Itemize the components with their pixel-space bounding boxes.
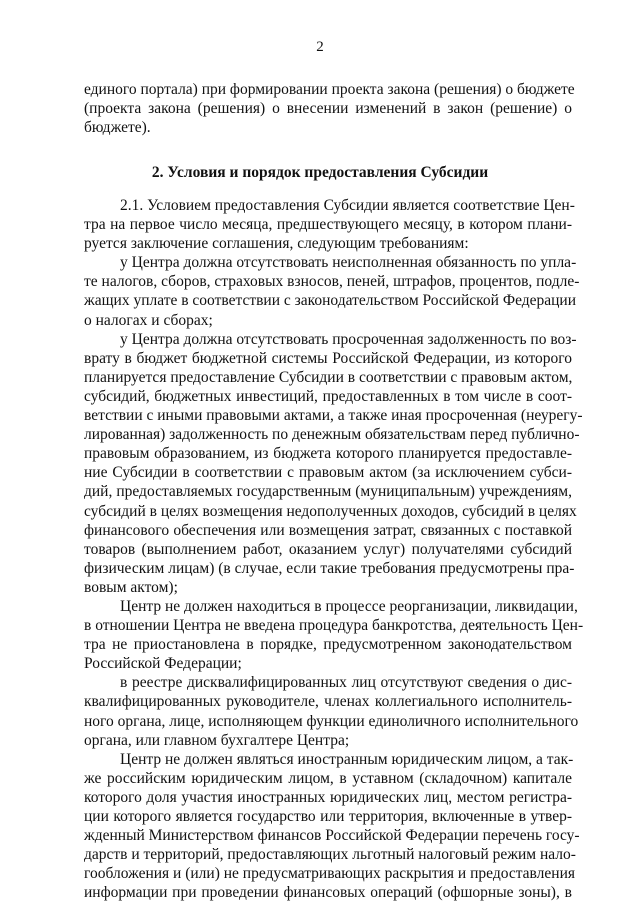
text-line: вовым актом); xyxy=(84,578,178,596)
text-line: физическим лицам) (в случае, если такие требования предусмотрены пра- xyxy=(84,559,575,577)
text-line: финансового обеспечения или возмещения затрат, связанных с поставкой xyxy=(84,521,572,539)
text-line: жащих уплате в соответствии с законодательством Российской Федерации xyxy=(84,292,577,310)
text-line: же российским юридическим лицом, в уставном (складочном) капитале xyxy=(84,769,572,787)
text-line: в отношении Центра не введена процедура банкротства, деятельность Цен- xyxy=(84,617,584,635)
paragraph xyxy=(84,253,580,329)
text-line: 2.1. Условием предоставления Субсидии является соответствие Цен- xyxy=(120,197,575,214)
text-line: субсидий, бюджетных инвестиций, предоставленных в том числе в соот- xyxy=(84,387,572,405)
section-heading: 2. Условия и порядок предоставления Субсидии xyxy=(151,164,489,181)
text-line: ного органа, лице, исполняющем функции единоличного исполнительного xyxy=(84,712,579,730)
text-line: информации при проведении финансовых операций (офшорные зоны), в xyxy=(84,884,572,902)
text-line: которого доля участия иностранных юридических лиц, местом регистра- xyxy=(84,788,572,806)
text-line: органа, или главном бухгалтере Центра; xyxy=(84,731,350,749)
text-line: руется заключение соглашения, следующим требованиям: xyxy=(84,235,469,253)
text-line: Центр не должен находиться в процессе реорганизации, ликвидации, xyxy=(120,597,578,615)
page-number: 2 xyxy=(316,39,324,55)
text-line: дий, предоставляемых государственным (муниципальным) учреждениям, xyxy=(84,483,572,501)
text-line: бюджете). xyxy=(84,119,151,137)
paragraph xyxy=(84,330,583,597)
text-line: лированная) задолженность по денежным обязательствам перед публично- xyxy=(84,426,580,444)
text-line: Российской Федерации; xyxy=(84,655,242,673)
paragraph xyxy=(84,750,580,903)
text-line: у Центра должна отсутствовать просроченная задолженность по воз- xyxy=(120,330,577,348)
text-line: ние Субсидии в соответствии с правовым актом (за исключением субси- xyxy=(84,464,572,482)
text-line: жденный Министерством финансов Российской Федерации перечень госу- xyxy=(84,827,580,845)
text-line: единого портала) при формировании проекта закона (решения) о бюджете xyxy=(84,81,575,98)
intro-text xyxy=(84,80,575,137)
text-line: квалифицированных руководителе, членах коллегиального исполнитель- xyxy=(84,693,572,711)
text-line: планируется предоставление Субсидии в соответствии с правовым актом, xyxy=(84,368,573,386)
paragraph xyxy=(84,196,575,253)
section-body xyxy=(84,196,584,902)
text-line: у Центра должна отсутствовать неисполненная обязанность по упла- xyxy=(120,254,577,272)
text-line: правовым образованием, из бюджета которого планируется предоставле- xyxy=(84,445,572,463)
text-line: в реестре дисквалифицированных лиц отсутствуют сведения о дис- xyxy=(120,674,572,692)
text-line: врату в бюджет бюджетной системы Российской Федерации, из которого xyxy=(84,349,572,367)
text-line: дарств и территорий, предоставляющих льготный налоговый режим нало- xyxy=(84,846,576,864)
text-line: тра на первое число месяца, предшествующего месяцу, в котором плани- xyxy=(84,216,572,234)
text-line: субсидий в целях возмещения недополученных доходов, субсидий в целях xyxy=(84,502,577,520)
paragraph xyxy=(84,597,584,673)
text-line: Центр не должен являться иностранным юридическим лицом, а так- xyxy=(120,750,574,768)
text-line: те налогов, сборов, страховых взносов, пеней, штрафов, процентов, подле- xyxy=(84,273,580,291)
text-line: (проекта закона (решения) о внесении изменений в закон (решение) о xyxy=(84,100,572,118)
text-line: о налогах и сборах; xyxy=(84,311,213,329)
text-line: ции которого является государство или территория, включенные в утвер- xyxy=(84,808,572,825)
text-line: товаров (выполнением работ, оказанием услуг) получателями субсидий xyxy=(84,540,572,558)
text-line: ветствии с иными правовыми актами, а также иная просроченная (неурегу- xyxy=(84,407,583,425)
text-line: гообложения и (или) не предусматривающих раскрытия и предоставления xyxy=(84,865,576,883)
text-line: тра не приостановлена в порядке, предусмотренном законодательством xyxy=(84,636,572,654)
paragraph xyxy=(84,673,579,749)
